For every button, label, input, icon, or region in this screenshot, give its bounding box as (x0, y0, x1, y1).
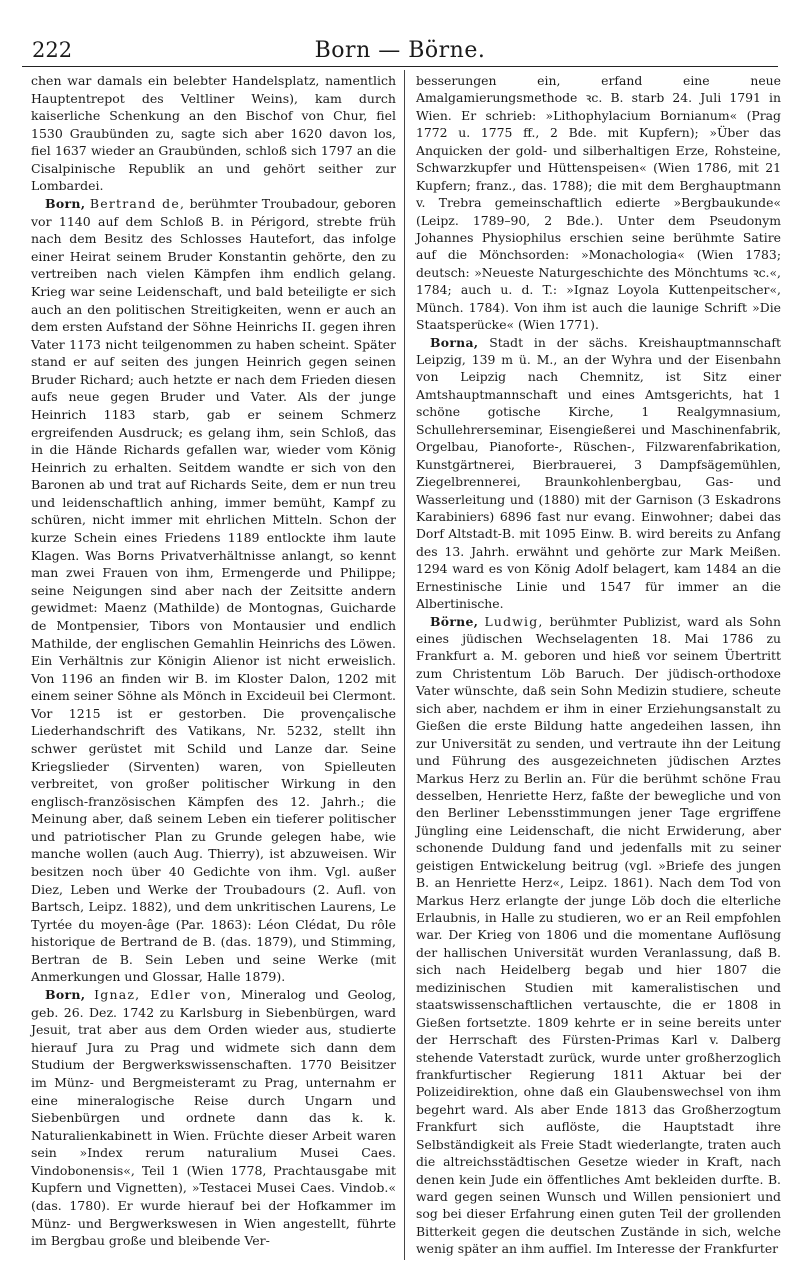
entry-borna (416, 334, 781, 613)
entry-text: berühmter Publizist, ward als Sohn eines jüdischen Wechselagenten 18. Mai 1786 zu Frankfurt a. M. geboren und hieß vor seinem Übertritt zum Christentum Löb Baruch. Der jüdisch-orthodoxe Vater wünschte, daß sein Sohn Medizin studiere, scheute sich aber, nachdem er ihm in einer Erziehungsanstalt zu Gießen die erste Bildung hatte angedeihen lassen, ihn zur Universität zu senden, und vertraute ihn der Leitung und Führung des ausgezeichneten jüdischen Arztes Markus Herz zu Berlin an. Für die berühmt schöne Frau desselben, Henriette Herz, faßte der bewegliche und von den Berliner Lebensstimmungen jener Tage ergriffene Jüngling eine Leidenschaft, die nicht Erwiderung, aber schonende Duldung fand und jedenfalls mit zu seiner geistigen Entwickelung beitrug (vgl. »Briefe des jungen B. an Henriette Herz«, Leipz. 1861). Nach dem Tod von Markus Herz erlangte der junge Löb doch die elterliche Erlaubnis, in Halle zu studieren, wo er an Reil empfohlen war. Der Krieg von 1806 und die momentane Auflösung der hallischen Universität wurden Veranlassung, daß B. sich nach Heidelberg begab und hier 1807 die medizinischen Studien mit kameralistischen und staatswissenschaftlichen vertauschte, die er 1808 in Gießen fortsetzte. 1809 kehrte er in seine bereits unter der Herrschaft des Fürsten-Primas Karl v. Dalberg stehende Vaterstadt zurück, wurde unter großherzoglich frankfurtischer Regierung 1811 Aktuar bei der Polizeidirektion, ohne daß ein Glaubenswechsel von ihm begehrt ward. Als aber Ende 1813 das Großherzogtum Frankfurt sich auflöste, die Hauptstadt ihre Selbständigkeit als Freie Stadt wiederlangte, traten auch die altreichsstädtischen Gesetze wieder in Kraft, nach denen kein Jude ein öffentliches Amt bekleiden durfte. B. ward gegen seinen Wunsch und Willen pensioniert und sog bei dieser Erfahrung einen guten Teil der grollenden Bitterkeit gegen die deutschen Zustände in sich, welche wenig später an ihm auffiel. Im Interesse der Frankfurter (416, 613, 781, 1257)
entry-continuation (416, 72, 781, 334)
running-head: Born — Börne. (314, 38, 486, 63)
entry-subhead: Ludwig, (484, 613, 544, 629)
entry-text: berühmter Troubadour, geboren vor 1140 auf dem Schloß B. in Périgord, strebte früh nach dem Besitz des Schlosses Hautefort, das infolge einer Heirat seinem Bruder Konstantin gehörte, den zu vertreiben nach vielen Kämpfen ihm endlich gelang. Krieg war seine Leidenschaft, und bald beteiligte er sich auch an den politischen Streitigkeiten, wenn er auch an dem ersten Aufstand der Söhne Heinrichs II. gegen ihren Vater 1173 nicht teilgenommen zu haben scheint. Später stand er auf seiten des jungen Heinrich gegen seinen Bruder Richard; auch hetzte er nach dem Frieden diesen aufs neue gegen Bruder und Vater. Als der junge Heinrich 1183 starb, gab er seinem Schmerz ergreifenden Ausdruck; es gelang ihm, sein Schloß, das in die Hände Richards gefallen war, wieder vom König Heinrich zu erhalten. Seitdem wandte er sich von den Baronen ab und trat auf Richards Seite, dem er nun treu und leidenschaftlich anhing, immer bemüht, Kampf zu schüren, nicht immer mit ehrlichen Mitteln. Schon der kurze Schein eines Friedens 1189 entlockte ihm laute Klagen. Was Borns Privatverhältnisse anlangt, so kennt man zwei Frauen von ihm, Ermengerde und Philippe; seine Neigungen sind aber nach der Zeitsitte andern gewidmet: Maenz (Mathilde) de Montognas, Guicharde de Montpensier, Tibors von Montausier und endlich Mathilde, der englischen Gemahlin Heinrichs des Löwen. Ein Verhältnis zur Königin Alienor ist nicht erweislich. Von 1196 an finden wir B. im Kloster Dalon, 1202 mit einem seiner Söhne als Mönch in Excideuil bei Clermont. Vor 1215 ist er gestorben. Die provençalische Liederhandschrift des Vatikans, Nr. 5232, stellt ihn schwer gerüstet mit Schild und Lanze dar. Seine Kriegslieder (Sirventen) waren, von Spielleuten verbreitet, von großer politischer Wirkung in den englisch-französischen Kämpfen des 12. Jahrh.; die Meinung aber, daß seinem Leben ein tieferer politischer und patriotischer Plan zu Grunde gelegen habe, wie manche wollen (auch Aug. Thierry), ist abzuweisen. Wir besitzen noch über 40 Gedichte von ihm. Vgl. außer Diez, Leben und Werke der Troubadours (2. Aufl. von Bartsch, Leipz. 1882), und dem unkritischen Laurens, Le Tyrtée du moyen-âge (Par. 1863): Léon Clédat, Du rôle historique de Bertrand de B. (das. 1879), und Stimming, Bertran de B. Sein Leben und seine Werke (mit Anmerkungen und Glossar, Halle 1879). (31, 196, 396, 985)
entry-ignaz-von-born (31, 986, 396, 1250)
left-column (31, 72, 396, 1250)
right-column (416, 72, 781, 1258)
entry-continuation (31, 72, 396, 195)
column-divider (404, 70, 405, 1260)
header-rule (22, 66, 778, 67)
entry-headword: Born, (45, 196, 86, 212)
entry-text: chen war damals ein belebter Handelsplatz, namentlich Hauptentrepot des Veltliner Weins), kam durch kaiserliche Schenkung an den Bischof von Chur, fiel 1530 Graubünden zu, sagte sich aber 1620 davon los, fiel 1637 wieder an Graubünden, schloß sich 1797 an die Cisalpinische Republik an und gehört seither zur Lombardei. (31, 73, 396, 194)
entry-text: besserungen ein, erfand eine neue Amalgamierungsmethode ꝛc. B. starb 24. Juli 1791 in Wien. Er schrieb: »Lithophylacium Bornianum« (Prag 1772 u. 1775 ff., 2 Bde. mit Kupfern); »Über das Anquicken der gold- und silberhaltigen Erze, Rohsteine, Schwarzkupfer und Hüttenspeisen« (Wien 1786, mit 21 Kupfern; franz., das. 1788); die mit dem Berghauptmann v. Trebra gemeinschaftlich edierte »Bergbaukunde« (Leipz. 1789–90, 2 Bde.). Unter dem Pseudonym Johannes Physiophilus erschien seine berühmte Satire auf die Mönchsorden: »Monachologia« (Wien 1783; deutsch: »Neueste Naturgeschichte des Mönchtums ꝛc.«, 1784; auch u. d. T.: »Ignaz Loyola Kuttenpeitscher«, Münch. 1784). Von ihm ist auch die launige Schrift »Die Staatsperücke« (Wien 1771). (416, 73, 781, 333)
entry-subhead: Bertrand de, (89, 196, 186, 212)
entry-ludwig-boerne (416, 613, 781, 1258)
page-header (22, 38, 778, 68)
entry-headword: Börne, (430, 613, 479, 629)
entry-subhead: Ignaz, Edler von, (94, 987, 233, 1003)
entry-headword: Borna, (430, 334, 479, 350)
entry-bertrand-de-born (31, 195, 396, 986)
entry-text: Mineralog und Geolog, geb. 26. Dez. 1742 zu Karlsburg in Siebenbürgen, ward Jesuit, trat aber aus dem Orden wieder aus, studierte hierauf Jura zu Prag und widmete sich dann dem Studium der Bergwerkswissenschaften. 1770 Beisitzer im Münz- und Bergmeisteramt zu Prag, unternahm er eine mineralogische Reise durch Ungarn und Siebenbürgen und ordnete dann das k. k. Naturalienkabinett in Wien. Früchte dieser Arbeit waren sein »Index rerum naturalium Musei Caes. Vindobonensis«, Teil 1 (Wien 1778, Prachtausgabe mit Kupfern und Vignetten), »Testacei Musei Caes. Vindob.« (das. 1780). Er wurde hierauf bei der Hofkammer im Münz- und Bergwerkswesen in Wien angestellt, führte im Bergbau große und bleibende Ver- (31, 987, 396, 1249)
entry-headword: Born, (45, 987, 86, 1003)
entry-text: Stadt in der sächs. Kreishauptmannschaft Leipzig, 139 m ü. M., an der Wyhra und der Eisenbahn von Leipzig nach Chemnitz, ist Sitz einer Amtshauptmannschaft und eines Amtsgerichts, hat 1 schöne gotische Kirche, 1 Realgymnasium, Schullehrerseminar, Eisengießerei und Maschinenfabrik, Orgelbau, Pianoforte-, Rüschen-, Filzwarenfabrikation, Kunstgärtnerei, Bierbrauerei, 3 Dampfsägemühlen, Ziegelbrennerei, Braunkohlenbergbau, Gas- und Wasserleitung und (1880) mit der Garnison (3 Eskadrons Karabiniers) 6896 fast nur evang. Einwohner; dabei das Dorf Altstadt-B. mit 1095 Einw. B. wird bereits zu Anfang des 13. Jahrh. erwähnt und gehörte zur Mark Meißen. 1294 ward es von König Adolf belagert, kam 1484 an die Ernestinische Linie und 1547 für immer an die Albertinische. (416, 334, 781, 612)
page-number: 222 (32, 38, 73, 62)
